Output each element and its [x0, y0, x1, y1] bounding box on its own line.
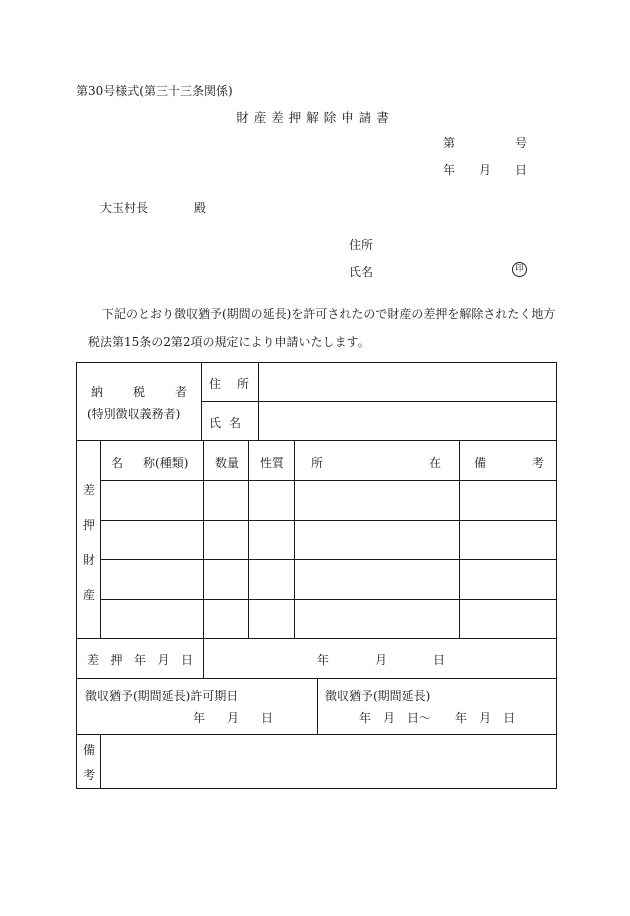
label-char: 名 [111, 456, 124, 470]
column-header-quality: 性質 [260, 456, 285, 470]
label-char: 備 [474, 456, 487, 470]
period-to-day: 日 [503, 711, 516, 725]
taxpayer-sub-label: (特別徴収義務者) [87, 407, 181, 421]
location-char-1: 所 [311, 456, 324, 470]
column-divider [317, 678, 318, 734]
label-char: 称(種類) [143, 456, 189, 470]
request-body-text [88, 300, 558, 356]
column-header-location [311, 454, 441, 471]
document-number-line [443, 134, 527, 151]
seizure-date-field[interactable] [317, 651, 445, 668]
label-char: 押 [82, 518, 95, 532]
period-from-day: 日～ [407, 711, 432, 725]
body-line-1: 下記のとおり徴収猶予(期間の延長)を許可されたので財産の差押を解除されたく地方 [102, 307, 556, 321]
deferral-period-field[interactable] [359, 709, 515, 726]
property-row-1[interactable] [101, 481, 557, 519]
row-divider [77, 638, 557, 639]
addressee-name: 大玉村長 [100, 201, 149, 215]
addressee [100, 199, 206, 216]
date-month: 月 [478, 163, 491, 177]
bottom-remarks-label [81, 741, 97, 783]
taxpayer-name-label [209, 414, 241, 431]
taxpayer-name-field[interactable] [259, 402, 556, 439]
label-char: 押 [110, 653, 123, 667]
permit-month: 月 [226, 711, 239, 725]
document-date-line [443, 161, 527, 178]
row-divider [77, 440, 557, 441]
property-row-3[interactable] [101, 560, 557, 598]
property-row-2[interactable] [101, 521, 557, 559]
column-header-remarks [474, 454, 544, 471]
location-char-2: 在 [428, 456, 441, 470]
label-char: 考 [82, 768, 95, 782]
document-title: 財産差押解除申請書 [236, 110, 394, 125]
label-char: 差 [82, 483, 95, 497]
label-char: 年 [133, 653, 146, 667]
taxpayer-address-label [209, 375, 249, 392]
taxpayer-char: 者 [174, 385, 187, 399]
seized-property-label [81, 481, 97, 603]
seal-mark: 印 [512, 262, 527, 277]
taxpayer-char: 納 [91, 385, 104, 399]
label-char: 名 [228, 416, 241, 430]
date-year: 年 [443, 163, 456, 177]
applicant-address-label: 住所 [349, 238, 374, 252]
seizure-year: 年 [317, 653, 330, 667]
date-day: 日 [514, 163, 527, 177]
taxpayer-label [91, 383, 187, 400]
taxpayer-char: 税 [132, 385, 145, 399]
label-char: 産 [82, 588, 95, 602]
deferral-period-label: 徴収猶予(期間延長) [325, 689, 431, 703]
column-header-name-kind [111, 454, 188, 471]
permit-day: 日 [260, 711, 273, 725]
taxpayer-address-field[interactable] [259, 364, 556, 400]
number-suffix: 号 [514, 136, 527, 150]
label-char: 所 [236, 377, 249, 391]
period-to-month: 月 [479, 711, 492, 725]
period-from-month: 月 [383, 711, 396, 725]
addressee-honorific: 殿 [194, 201, 207, 215]
form-number: 第30号様式(第三十三条関係) [76, 84, 233, 98]
column-header-quantity: 数量 [215, 456, 240, 470]
permit-date-field[interactable] [193, 709, 273, 726]
seizure-date-label [87, 651, 193, 668]
bottom-remarks-field[interactable] [101, 735, 557, 789]
period-to-year: 年 [455, 711, 468, 725]
label-char: 日 [180, 653, 193, 667]
seizure-month: 月 [374, 653, 387, 667]
column-divider [203, 638, 204, 678]
column-divider [201, 363, 202, 440]
label-char: 差 [87, 653, 100, 667]
label-char: 氏 [209, 416, 222, 430]
permit-year: 年 [193, 711, 206, 725]
applicant-name-label: 氏名 [349, 265, 374, 279]
label-char: 月 [157, 653, 170, 667]
label-char: 考 [531, 456, 544, 470]
permit-date-label: 徴収猶予(期間延長)許可期日 [85, 689, 239, 703]
seizure-day: 日 [432, 653, 445, 667]
number-prefix: 第 [443, 136, 456, 150]
period-from-year: 年 [359, 711, 372, 725]
label-char: 財 [82, 553, 95, 567]
label-char: 備 [82, 743, 95, 757]
label-char: 住 [209, 377, 222, 391]
body-line-2: 税法第15条の2第2項の規定により申請いたします。 [88, 335, 370, 349]
property-row-4[interactable] [101, 600, 557, 637]
application-form-table [76, 362, 557, 789]
